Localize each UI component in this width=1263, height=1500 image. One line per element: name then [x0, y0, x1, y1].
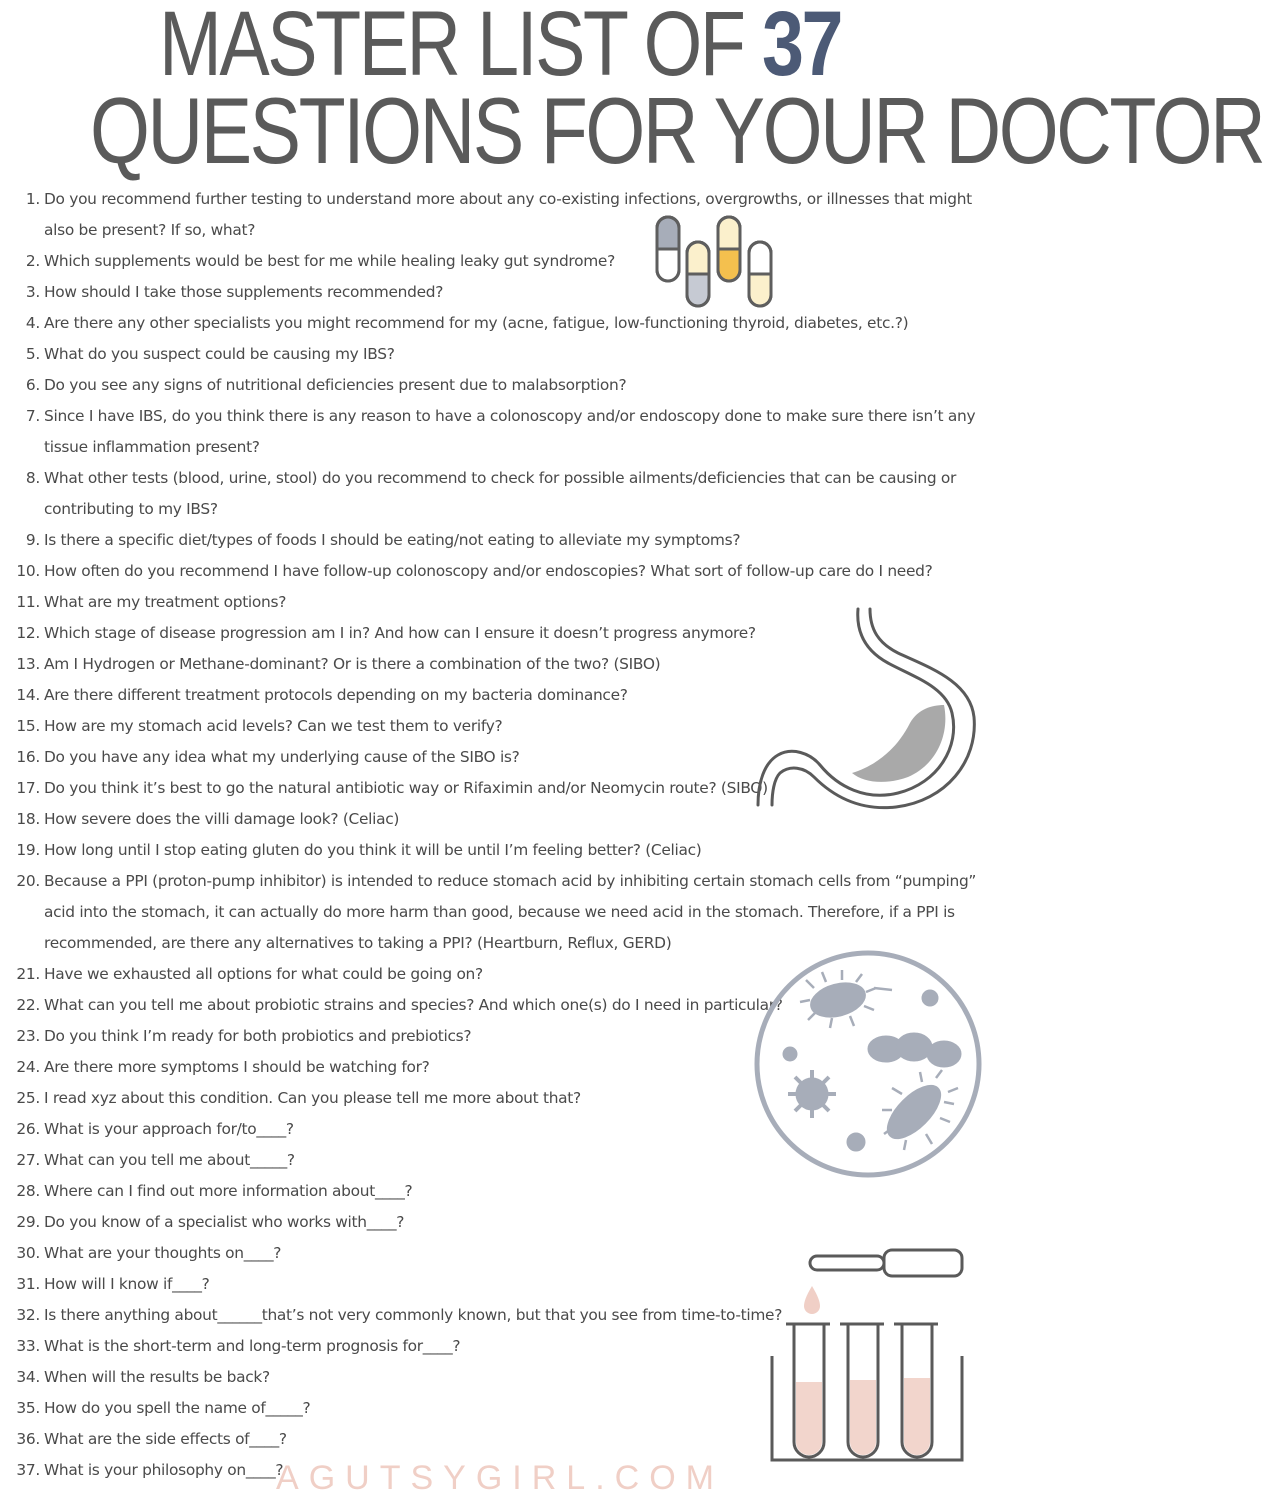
list-item — [0, 1176, 990, 1207]
question-number: 11. — [16, 593, 40, 611]
question-number: 34. — [16, 1368, 40, 1386]
question-text: Do you have any idea what my underlying cause of the SIBO is? — [44, 748, 520, 766]
list-item — [0, 401, 990, 463]
question-number: 35. — [16, 1399, 40, 1417]
question-number: 17. — [16, 779, 40, 797]
question-text: Have we exhausted all options for what could be going on? — [44, 965, 483, 983]
list-item — [0, 866, 990, 959]
question-text: Do you recommend further testing to understand more about any co-existing infections, overgrowths, or illnesses that might also be present? If so, what? — [44, 190, 972, 239]
question-text: Do you know of a specialist who works with____? — [44, 1213, 405, 1231]
question-text: Do you think I’m ready for both probiotics and prebiotics? — [44, 1027, 472, 1045]
question-text: What other tests (blood, urine, stool) do you recommend to check for possible ailments/deficiencies that can be causing or contributing to my IBS? — [44, 469, 957, 518]
question-number: 19. — [16, 841, 40, 859]
list-item — [0, 370, 990, 401]
question-text: How should I take those supplements recommended? — [44, 283, 444, 301]
question-number: 33. — [16, 1337, 40, 1355]
question-number: 1. — [25, 190, 40, 208]
question-text: How do you spell the name of_____? — [44, 1399, 311, 1417]
question-number: 13. — [16, 655, 40, 673]
question-text: What are my treatment options? — [44, 593, 287, 611]
question-number: 16. — [16, 748, 40, 766]
question-text: What do you suspect could be causing my IBS? — [44, 345, 395, 363]
question-number: 24. — [16, 1058, 40, 1076]
question-text: What can you tell me about probiotic strains and species? And which one(s) do I need in particular? — [44, 996, 783, 1014]
question-text: How severe does the villi damage look? (Celiac) — [44, 810, 400, 828]
question-number: 25. — [16, 1089, 40, 1107]
question-text: Is there anything about______that’s not very commonly known, but that you see from time-to-time? — [44, 1306, 783, 1324]
list-item — [0, 339, 990, 370]
question-number: 30. — [16, 1244, 40, 1262]
question-number: 9. — [25, 531, 40, 549]
capsules-icon — [652, 212, 778, 310]
list-item — [0, 556, 990, 587]
question-number: 32. — [16, 1306, 40, 1324]
list-item — [0, 308, 990, 339]
question-number: 31. — [16, 1275, 40, 1293]
question-text: Since I have IBS, do you think there is any reason to have a colonoscopy and/or endoscopy done to make sure there isn’t any tissue inflammation present? — [44, 407, 976, 456]
question-number: 28. — [16, 1182, 40, 1200]
list-item — [0, 463, 990, 525]
question-number: 6. — [25, 376, 40, 394]
question-text: How long until I stop eating gluten do you think it will be until I’m feeling better? (Celiac) — [44, 841, 702, 859]
question-number: 22. — [16, 996, 40, 1014]
question-text: Are there different treatment protocols depending on my bacteria dominance? — [44, 686, 628, 704]
question-text: Because a PPI (proton-pump inhibitor) is intended to reduce stomach acid by inhibiting certain stomach cells from “pumping” acid into the stomach, it can actually do more harm than good, because we need acid in the stomach. Therefore, if a PPI is recommended, are there any alternatives to taking a PPI? (Heartburn, Reflux, GERD) — [44, 872, 977, 952]
question-text: Am I Hydrogen or Methane-dominant? Or is there a combination of the two? (SIBO) — [44, 655, 661, 673]
question-text: Which supplements would be best for me while healing leaky gut syndrome? — [44, 252, 615, 270]
question-text: Are there any other specialists you might recommend for my (acne, fatigue, low-functioning thyroid, diabetes, etc.?) — [44, 314, 909, 332]
question-number: 21. — [16, 965, 40, 983]
question-number: 29. — [16, 1213, 40, 1231]
question-text: How often do you recommend I have follow-up colonoscopy and/or endoscopies? What sort of follow-up care do I need? — [44, 562, 933, 580]
question-number: 12. — [16, 624, 40, 642]
question-text: What is your approach for/to____? — [44, 1120, 294, 1138]
question-number: 20. — [16, 872, 40, 890]
question-text: What can you tell me about_____? — [44, 1151, 295, 1169]
question-text: I read xyz about this condition. Can you please tell me more about that? — [44, 1089, 581, 1107]
question-number: 7. — [25, 407, 40, 425]
site-footer[interactable]: AGUTSYGIRL.COM — [276, 1459, 724, 1497]
question-number: 15. — [16, 717, 40, 735]
question-number: 2. — [25, 252, 40, 270]
question-text: What is the short-term and long-term prognosis for____? — [44, 1337, 461, 1355]
list-item — [0, 835, 990, 866]
question-number: 5. — [25, 345, 40, 363]
question-text: What is your philosophy on____? — [44, 1461, 284, 1479]
question-number: 36. — [16, 1430, 40, 1448]
question-number: 26. — [16, 1120, 40, 1138]
list-item — [0, 246, 990, 277]
list-item — [0, 184, 990, 246]
question-text: How will I know if____? — [44, 1275, 210, 1293]
title-line-2: QUESTIONS FOR YOUR DOCTOR — [90, 78, 1263, 183]
question-number: 14. — [16, 686, 40, 704]
question-text: Is there a specific diet/types of foods I should be eating/not eating to alleviate my symptoms? — [44, 531, 741, 549]
title-prefix: MASTER LIST OF — [158, 0, 763, 95]
question-number: 18. — [16, 810, 40, 828]
question-text: Which stage of disease progression am I in? And how can I ensure it doesn’t progress anymore? — [44, 624, 756, 642]
question-text: When will the results be back? — [44, 1368, 270, 1386]
question-number: 37. — [16, 1461, 40, 1479]
question-number: 23. — [16, 1027, 40, 1045]
list-item — [0, 277, 990, 308]
question-text: Are there more symptoms I should be watching for? — [44, 1058, 430, 1076]
question-text: How are my stomach acid levels? Can we test them to verify? — [44, 717, 503, 735]
question-text: Where can I find out more information about____? — [44, 1182, 413, 1200]
list-item — [0, 1207, 990, 1238]
question-number: 27. — [16, 1151, 40, 1169]
list-item — [0, 525, 990, 556]
question-number: 10. — [16, 562, 40, 580]
question-number: 8. — [25, 469, 40, 487]
bacteria-dish-icon — [752, 948, 984, 1180]
question-text: Do you think it’s best to go the natural antibiotic way or Rifaximin and/or Neomycin route? (SIBO) — [44, 779, 768, 797]
question-number: 3. — [25, 283, 40, 301]
question-number: 4. — [25, 314, 40, 332]
test-tubes-dropper-icon — [766, 1244, 972, 1472]
title-line-1 — [90, 0, 910, 95]
question-text: Do you see any signs of nutritional deficiencies present due to malabsorption? — [44, 376, 627, 394]
stomach-icon — [748, 605, 988, 810]
title-number: 37 — [762, 0, 842, 95]
question-text: What are your thoughts on____? — [44, 1244, 282, 1262]
question-text: What are the side effects of____? — [44, 1430, 287, 1448]
